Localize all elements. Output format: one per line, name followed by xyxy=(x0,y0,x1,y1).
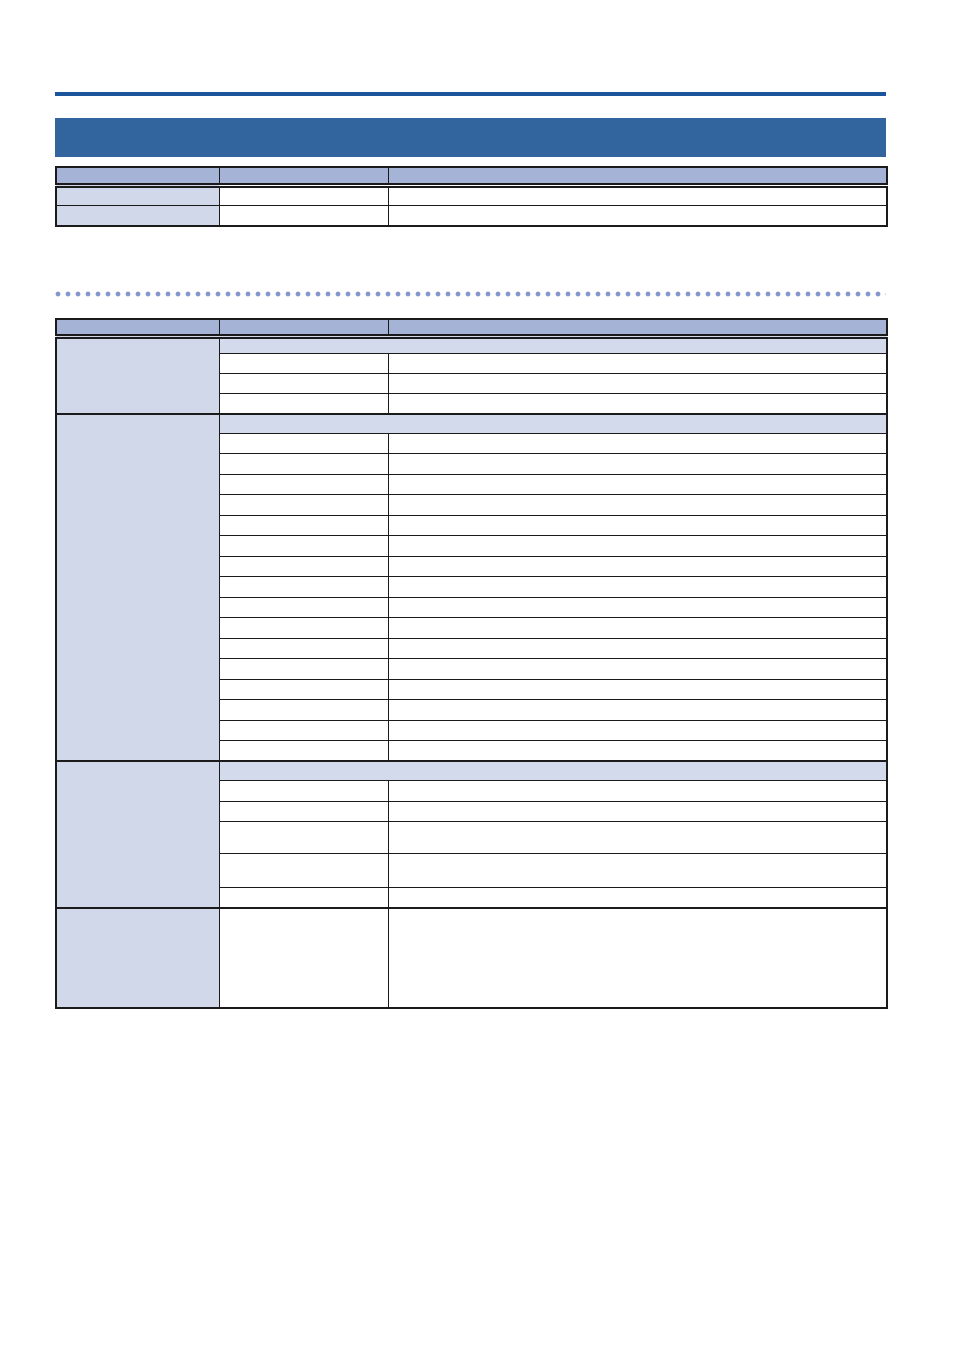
description-cell xyxy=(388,576,887,597)
description-cell xyxy=(388,556,887,576)
value-cell xyxy=(219,373,388,393)
description-cell xyxy=(388,638,887,658)
group-subheader-cell xyxy=(219,414,887,433)
description-cell xyxy=(388,887,887,908)
value-cell xyxy=(219,393,388,414)
row-label-cell xyxy=(56,908,219,1008)
group-subheader-row xyxy=(56,336,887,353)
column-header-cell xyxy=(56,319,219,336)
value-cell xyxy=(219,576,388,597)
description-cell xyxy=(388,699,887,720)
description-cell xyxy=(388,821,887,853)
table-row xyxy=(56,205,887,226)
group-subheader-row xyxy=(56,761,887,780)
description-cell xyxy=(388,740,887,761)
value-cell xyxy=(219,433,388,453)
column-header-cell xyxy=(219,319,388,336)
group-subheader-cell xyxy=(219,336,887,353)
description-cell xyxy=(388,393,887,414)
description-cell xyxy=(388,185,887,205)
column-header-cell xyxy=(388,167,887,185)
row-label-cell xyxy=(56,185,219,205)
description-cell xyxy=(388,353,887,373)
row-label-cell xyxy=(56,336,219,414)
table-row xyxy=(56,185,887,205)
description-cell xyxy=(388,205,887,226)
value-cell xyxy=(219,353,388,373)
value-cell xyxy=(219,699,388,720)
value-cell xyxy=(219,494,388,515)
description-cell xyxy=(388,720,887,740)
column-header-cell xyxy=(388,319,887,336)
value-cell xyxy=(219,821,388,853)
value-cell xyxy=(219,185,388,205)
value-cell xyxy=(219,658,388,679)
section-title-bar xyxy=(55,118,886,157)
description-cell xyxy=(388,515,887,535)
description-cell xyxy=(388,474,887,494)
value-cell xyxy=(219,720,388,740)
group-subheader-row xyxy=(56,414,887,433)
table-row xyxy=(56,908,887,1008)
description-cell xyxy=(388,494,887,515)
description-cell xyxy=(388,658,887,679)
value-cell xyxy=(219,887,388,908)
value-cell xyxy=(219,780,388,801)
description-cell xyxy=(388,617,887,638)
description-cell xyxy=(388,853,887,887)
value-cell xyxy=(219,556,388,576)
row-label-cell xyxy=(56,205,219,226)
description-cell xyxy=(388,679,887,699)
settings-table-top xyxy=(55,166,888,227)
value-cell xyxy=(219,853,388,887)
settings-table-main xyxy=(55,318,888,1009)
description-cell xyxy=(388,535,887,556)
row-label-cell xyxy=(56,761,219,908)
description-cell xyxy=(388,597,887,617)
value-cell xyxy=(219,908,388,1008)
value-cell xyxy=(219,740,388,761)
description-cell xyxy=(388,801,887,821)
description-cell xyxy=(388,453,887,474)
description-cell xyxy=(388,908,887,1008)
description-cell xyxy=(388,780,887,801)
value-cell xyxy=(219,453,388,474)
table-header-row xyxy=(56,167,887,185)
value-cell xyxy=(219,597,388,617)
value-cell xyxy=(219,617,388,638)
value-cell xyxy=(219,801,388,821)
description-cell xyxy=(388,433,887,453)
top-rule xyxy=(55,92,886,96)
column-header-cell xyxy=(219,167,388,185)
value-cell xyxy=(219,679,388,699)
value-cell xyxy=(219,638,388,658)
table-header-row xyxy=(56,319,887,336)
description-cell xyxy=(388,373,887,393)
dotted-divider xyxy=(55,290,886,298)
value-cell xyxy=(219,535,388,556)
value-cell xyxy=(219,205,388,226)
column-header-cell xyxy=(56,167,219,185)
group-subheader-cell xyxy=(219,761,887,780)
value-cell xyxy=(219,515,388,535)
row-label-cell xyxy=(56,414,219,761)
value-cell xyxy=(219,474,388,494)
